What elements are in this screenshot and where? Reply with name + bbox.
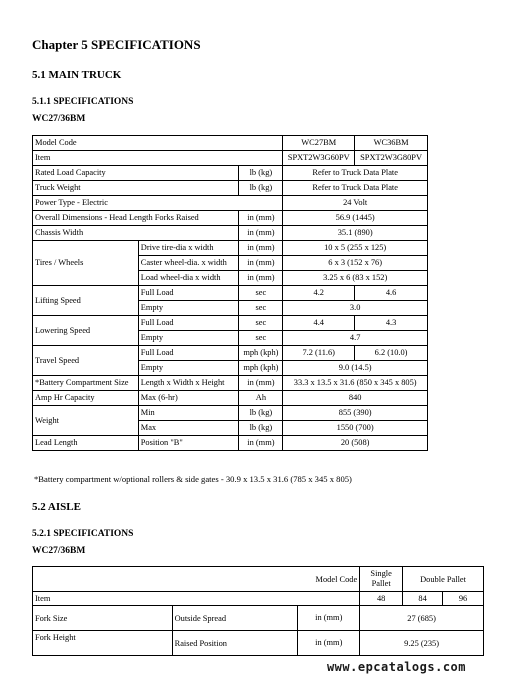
row-label: Power Type - Electric: [33, 196, 283, 211]
row-label: Model Code: [33, 567, 360, 592]
table-row: [33, 567, 484, 592]
row-sublabel: Full Load: [138, 346, 239, 361]
cell-value: 33.3 x 13.5 x 31.6 (850 x 345 x 805): [283, 376, 428, 391]
cell-unit: lb (kg): [239, 166, 283, 181]
row-label: Fork Size: [33, 606, 173, 631]
cell-value: 3.25 x 6 (83 x 152): [283, 271, 428, 286]
main-truck-spec-table: [32, 135, 428, 451]
chapter-title: Chapter 5 SPECIFICATIONS: [32, 37, 201, 52]
cell-unit: sec: [239, 286, 283, 301]
cell-value: 27 (685): [360, 606, 484, 631]
model-heading: WC27/36BM: [32, 114, 86, 124]
row-label: Lead Length: [33, 436, 139, 451]
row-label: Lowering Speed: [33, 316, 139, 346]
row-sublabel: Outside Spread: [172, 606, 298, 631]
row-label: Item: [33, 151, 283, 166]
table-row: [33, 436, 428, 451]
cell-value: 20 (508): [283, 436, 428, 451]
cell-value: SPXT2W3G60PV: [283, 151, 355, 166]
row-label: Item: [33, 592, 360, 606]
cell-value: 9.0 (14.5): [283, 361, 428, 376]
row-sublabel: Full Load: [138, 286, 239, 301]
cell-value: SPXT2W3G80PV: [355, 151, 428, 166]
cell-unit: lb (kg): [239, 406, 283, 421]
cell-value: 4.4: [283, 316, 355, 331]
cell-value: 96: [443, 592, 484, 606]
row-label: *Battery Compartment Size: [33, 376, 139, 391]
row-label: Overall Dimensions - Head Length Forks Raised: [33, 211, 239, 226]
table-row: [33, 286, 428, 301]
cell-unit: in (mm): [239, 376, 283, 391]
cell-value: 10 x 5 (255 x 125): [283, 241, 428, 256]
table-row: [33, 211, 428, 226]
cell-value: 7.2 (11.6): [283, 346, 355, 361]
table-row: [33, 592, 484, 606]
row-label: Amp Hr Capacity: [33, 391, 139, 406]
row-sublabel: Empty: [138, 361, 239, 376]
cell-unit: in (mm): [298, 631, 360, 656]
table-row: [33, 316, 428, 331]
cell-unit: lb (kg): [239, 421, 283, 436]
cell-unit: Ah: [239, 391, 283, 406]
table-row: [33, 241, 428, 256]
cell-unit: mph (kph): [239, 346, 283, 361]
table-row: [33, 631, 484, 656]
cell-unit: in (mm): [239, 256, 283, 271]
column-header: Single Pallet: [360, 567, 403, 592]
row-sublabel: Max (6-hr): [138, 391, 239, 406]
row-sublabel: Raised Position: [172, 631, 298, 656]
row-sublabel: Min: [138, 406, 239, 421]
table-row: [33, 151, 428, 166]
row-sublabel: Full Load: [138, 316, 239, 331]
table-row: [33, 606, 484, 631]
cell-unit: lb (kg): [239, 181, 283, 196]
cell-unit: in (mm): [239, 211, 283, 226]
row-label: Chassis Width: [33, 226, 239, 241]
row-sublabel: Position "B": [138, 436, 239, 451]
model-heading-aisle: WC27/36BM: [32, 546, 86, 556]
row-label: Tires / Wheels: [33, 241, 139, 286]
row-label: Lifting Speed: [33, 286, 139, 316]
row-sublabel: Empty: [138, 331, 239, 346]
cell-value: 1550 (700): [283, 421, 428, 436]
row-label: Travel Speed: [33, 346, 139, 376]
cell-value: Refer to Truck Data Plate: [283, 181, 428, 196]
cell-value: 35.1 (890): [283, 226, 428, 241]
cell-unit: in (mm): [239, 436, 283, 451]
row-sublabel: Load wheel-dia x width: [138, 271, 239, 286]
row-sublabel: Caster wheel-dia. x width: [138, 256, 239, 271]
row-label: Model Code: [33, 136, 283, 151]
cell-value: 840: [283, 391, 428, 406]
cell-value: 4.6: [355, 286, 428, 301]
subsection-title-aisle-specifications: 5.2.1 SPECIFICATIONS: [32, 529, 134, 539]
row-label: Rated Load Capacity: [33, 166, 239, 181]
cell-unit: in (mm): [239, 226, 283, 241]
section-title-main-truck: 5.1 MAIN TRUCK: [32, 69, 122, 81]
table-row: [33, 406, 428, 421]
cell-value: Refer to Truck Data Plate: [283, 166, 428, 181]
cell-unit: mph (kph): [239, 361, 283, 376]
cell-unit: in (mm): [239, 241, 283, 256]
cell-value: 3.0: [283, 301, 428, 316]
table-row: [33, 136, 428, 151]
cell-value: 6.2 (10.0): [355, 346, 428, 361]
subsection-title-specifications: 5.1.1 SPECIFICATIONS: [32, 97, 134, 107]
cell-unit: in (mm): [239, 271, 283, 286]
cell-unit: sec: [239, 316, 283, 331]
row-sublabel: Drive tire-dia x width: [138, 241, 239, 256]
table-row: [33, 226, 428, 241]
cell-unit: sec: [239, 331, 283, 346]
cell-value: 9.25 (235): [360, 631, 484, 656]
aisle-spec-table: [32, 566, 484, 656]
table-row: [33, 376, 428, 391]
column-header: Double Pallet: [403, 567, 484, 592]
cell-value: 56.9 (1445): [283, 211, 428, 226]
cell-unit: in (mm): [298, 606, 360, 631]
cell-value: 24 Volt: [283, 196, 428, 211]
cell-value: WC36BM: [355, 136, 428, 151]
cell-value: 84: [403, 592, 443, 606]
cell-unit: sec: [239, 301, 283, 316]
row-sublabel: Max: [138, 421, 239, 436]
row-label: Fork Height: [33, 631, 173, 656]
table-row: [33, 346, 428, 361]
battery-footnote: *Battery compartment w/optional rollers & side gates - 30.9 x 13.5 x 31.6 (785 x 345 x 805): [34, 474, 352, 484]
cell-value: 6 x 3 (152 x 76): [283, 256, 428, 271]
section-title-aisle: 5.2 AISLE: [32, 501, 81, 513]
watermark: www.epcatalogs.com: [326, 660, 466, 674]
row-label: Truck Weight: [33, 181, 239, 196]
cell-value: WC27BM: [283, 136, 355, 151]
row-sublabel: Length x Width x Height: [138, 376, 239, 391]
row-sublabel: Empty: [138, 301, 239, 316]
table-row: [33, 196, 428, 211]
cell-value: 855 (390): [283, 406, 428, 421]
cell-value: 4.3: [355, 316, 428, 331]
cell-value: 4.7: [283, 331, 428, 346]
table-row: [33, 166, 428, 181]
cell-value: 4.2: [283, 286, 355, 301]
table-row: [33, 181, 428, 196]
table-row: [33, 391, 428, 406]
row-label: Weight: [33, 406, 139, 436]
cell-value: 48: [360, 592, 403, 606]
